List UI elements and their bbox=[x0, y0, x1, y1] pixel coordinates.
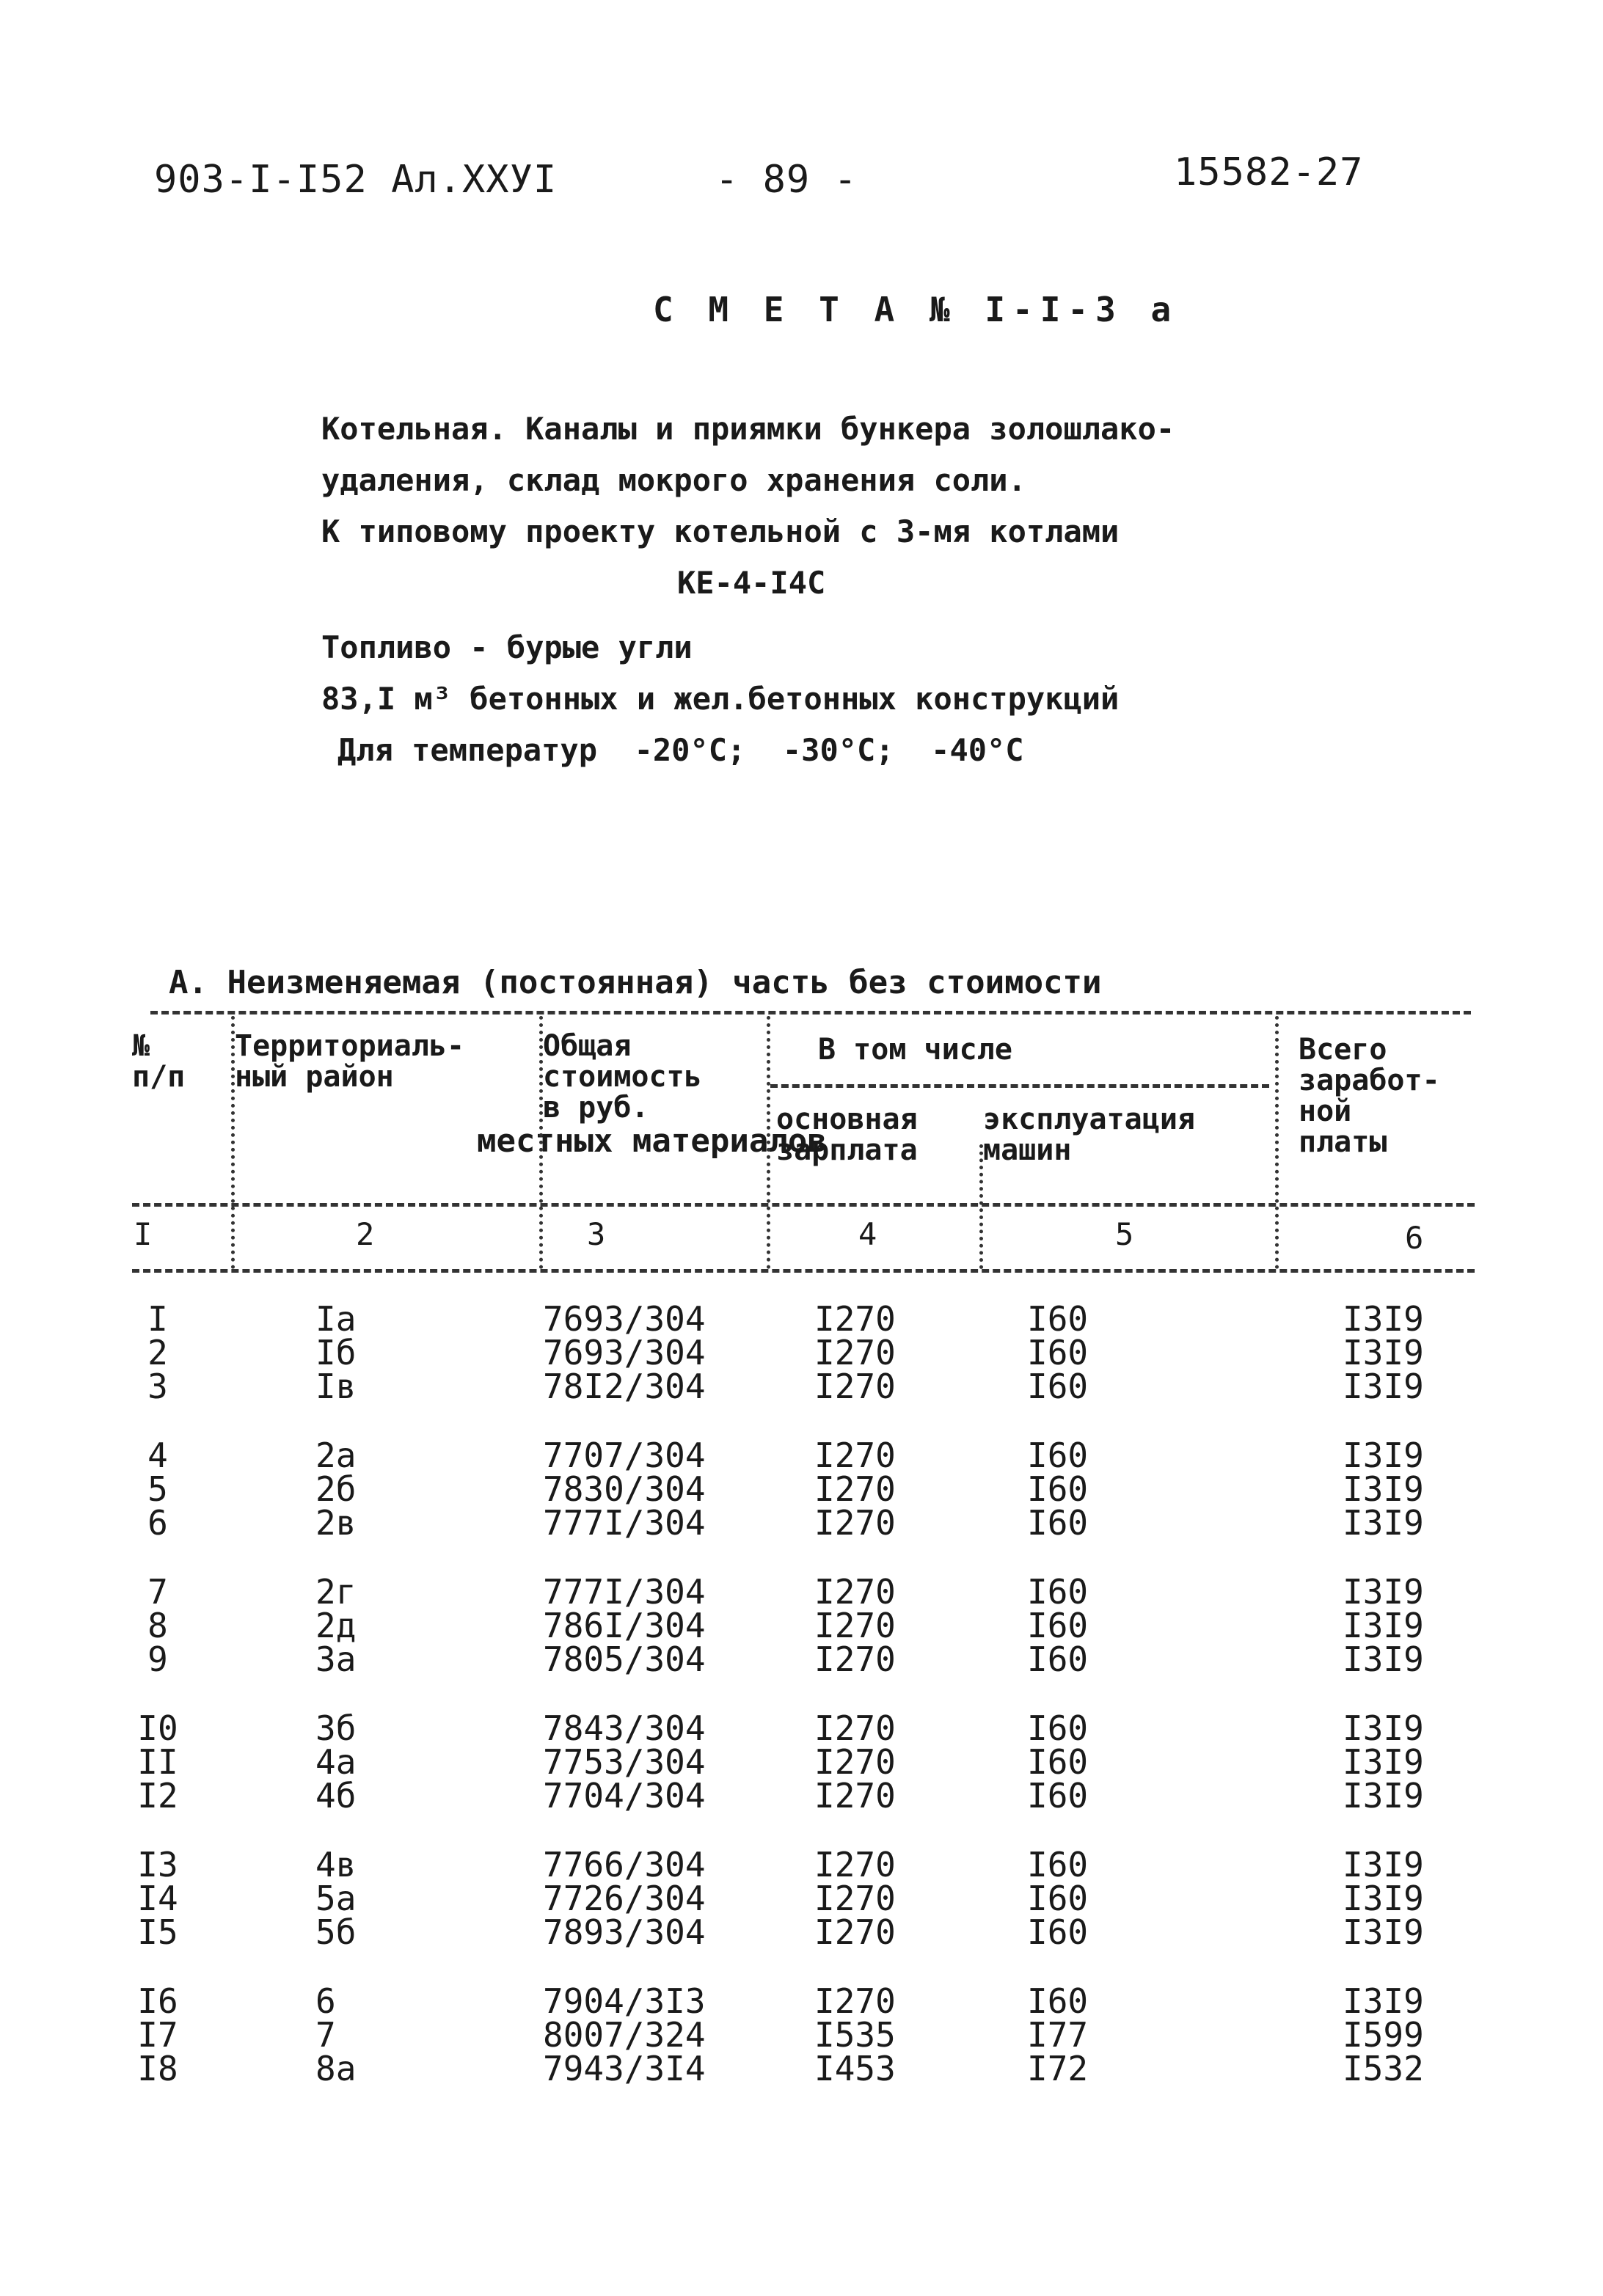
total-wage-cell: I3I9 bbox=[1343, 1639, 1424, 1679]
machine-cost-cell: I60 bbox=[1027, 1708, 1089, 1748]
total-cost-cell: 7904/3I3 bbox=[543, 1981, 706, 2021]
base-wage-cell: I270 bbox=[814, 1572, 896, 1612]
row-number: 7 bbox=[147, 1572, 168, 1612]
table-row bbox=[0, 1639, 1603, 1679]
column-number: I bbox=[134, 1216, 153, 1252]
total-cost-cell: 786I/304 bbox=[543, 1606, 706, 1645]
description-line: 83,I м³ бетонных и жел.бетонных конструкций bbox=[321, 681, 1120, 717]
total-wage-cell: I3I9 bbox=[1343, 1333, 1424, 1372]
base-wage-cell: I270 bbox=[814, 1299, 896, 1339]
header-group-including: В том числе bbox=[818, 1033, 1012, 1067]
description-line: Топливо - бурые угли bbox=[321, 629, 693, 665]
header-bottom-rule bbox=[132, 1203, 1475, 1207]
machine-cost-cell: I60 bbox=[1027, 1606, 1089, 1645]
district-cell: 4б bbox=[315, 1776, 357, 1816]
table-row bbox=[0, 1981, 1603, 2021]
column-number: 5 bbox=[1115, 1216, 1134, 1252]
registration-number: 15582-27 bbox=[1174, 150, 1364, 194]
row-number: 6 bbox=[147, 1503, 168, 1543]
total-cost-cell: 7830/304 bbox=[543, 1469, 706, 1509]
district-cell: 2в bbox=[315, 1503, 357, 1543]
total-wage-cell: I3I9 bbox=[1343, 1367, 1424, 1406]
table-row bbox=[0, 1299, 1603, 1339]
total-wage-cell: I3I9 bbox=[1343, 1742, 1424, 1782]
machine-cost-cell: I60 bbox=[1027, 1912, 1089, 1952]
table-row bbox=[0, 1708, 1603, 1748]
base-wage-cell: I270 bbox=[814, 1708, 896, 1748]
base-wage-cell: I270 bbox=[814, 1912, 896, 1952]
column-number-rule bbox=[132, 1269, 1475, 1273]
column-number: 3 bbox=[587, 1216, 606, 1252]
total-cost-cell: 7943/3I4 bbox=[543, 2049, 706, 2088]
machine-cost-cell: I60 bbox=[1027, 1367, 1089, 1406]
table-row bbox=[0, 2049, 1603, 2088]
district-cell: 8а bbox=[315, 2049, 357, 2088]
row-number: 8 bbox=[147, 1606, 168, 1645]
machine-cost-cell: I60 bbox=[1027, 1879, 1089, 1918]
header-total-wage: Всего заработ- ной платы bbox=[1299, 1033, 1440, 1159]
table-top-rule bbox=[150, 1011, 1471, 1014]
row-number: 5 bbox=[147, 1469, 168, 1509]
row-number: 3 bbox=[147, 1367, 168, 1406]
table-row bbox=[0, 1742, 1603, 1782]
total-cost-cell: 7704/304 bbox=[543, 1776, 706, 1816]
machine-cost-cell: I60 bbox=[1027, 1981, 1089, 2021]
base-wage-cell: I535 bbox=[814, 2015, 896, 2055]
estimate-description bbox=[321, 403, 1175, 776]
description-line: К типовому проекту котельной с 3-мя котлами bbox=[321, 513, 1120, 549]
column-number: 2 bbox=[356, 1216, 375, 1252]
row-number: I8 bbox=[137, 2049, 178, 2088]
district-cell: Iа bbox=[315, 1299, 357, 1339]
base-wage-cell: I270 bbox=[814, 1606, 896, 1645]
total-wage-cell: I3I9 bbox=[1343, 1606, 1424, 1645]
row-number: 2 bbox=[147, 1333, 168, 1372]
total-wage-cell: I3I9 bbox=[1343, 1845, 1424, 1884]
district-cell: 2а bbox=[315, 1436, 357, 1475]
total-cost-cell: 7753/304 bbox=[543, 1742, 706, 1782]
table-row bbox=[0, 1606, 1603, 1645]
total-wage-cell: I3I9 bbox=[1343, 1503, 1424, 1543]
machine-cost-cell: I77 bbox=[1027, 2015, 1089, 2055]
base-wage-cell: I270 bbox=[814, 1981, 896, 2021]
description-line: Котельная. Каналы и приямки бункера золошлако- bbox=[321, 411, 1175, 447]
row-number: I bbox=[147, 1299, 168, 1339]
base-wage-cell: I270 bbox=[814, 1367, 896, 1406]
total-cost-cell: 7766/304 bbox=[543, 1845, 706, 1884]
total-wage-cell: I3I9 bbox=[1343, 1981, 1424, 2021]
table-row bbox=[0, 1776, 1603, 1816]
document-title: С М Е Т А № I-I-3 а bbox=[653, 290, 1179, 329]
machine-cost-cell: I60 bbox=[1027, 1742, 1089, 1782]
total-cost-cell: 777I/304 bbox=[543, 1503, 706, 1543]
column-separator bbox=[767, 1016, 770, 1269]
table-row bbox=[0, 1912, 1603, 1952]
total-cost-cell: 7893/304 bbox=[543, 1912, 706, 1952]
total-wage-cell: I3I9 bbox=[1343, 1572, 1424, 1612]
group-header-rule bbox=[770, 1084, 1269, 1088]
machine-cost-cell: I60 bbox=[1027, 1572, 1089, 1612]
table-row bbox=[0, 1436, 1603, 1475]
column-separator bbox=[1275, 1016, 1279, 1269]
total-wage-cell: I3I9 bbox=[1343, 1299, 1424, 1339]
header-number: № п/п bbox=[132, 1029, 186, 1094]
table-row bbox=[0, 1333, 1603, 1372]
row-number: II bbox=[137, 1742, 178, 1782]
row-number: I4 bbox=[137, 1879, 178, 1918]
district-cell: 3а bbox=[315, 1639, 357, 1679]
total-cost-cell: 7707/304 bbox=[543, 1436, 706, 1475]
base-wage-cell: I270 bbox=[814, 1436, 896, 1475]
total-cost-cell: 7693/304 bbox=[543, 1333, 706, 1372]
page-number: - 89 - bbox=[715, 158, 858, 202]
base-wage-cell: I270 bbox=[814, 1503, 896, 1543]
total-wage-cell: I3I9 bbox=[1343, 1879, 1424, 1918]
total-wage-cell: I3I9 bbox=[1343, 1469, 1424, 1509]
total-wage-cell: I599 bbox=[1343, 2015, 1424, 2055]
row-number: I3 bbox=[137, 1845, 178, 1884]
machine-cost-cell: I60 bbox=[1027, 1436, 1089, 1475]
base-wage-cell: I270 bbox=[814, 1333, 896, 1372]
section-line: местных материалов bbox=[477, 1122, 827, 1160]
row-number: I0 bbox=[137, 1708, 178, 1748]
total-wage-cell: I3I9 bbox=[1343, 1708, 1424, 1748]
district-cell: 2б bbox=[315, 1469, 357, 1509]
total-wage-cell: I532 bbox=[1343, 2049, 1424, 2088]
machine-cost-cell: I60 bbox=[1027, 1639, 1089, 1679]
machine-cost-cell: I60 bbox=[1027, 1333, 1089, 1372]
section-line: А. Неизменяемая (постоянная) часть без стоимости bbox=[169, 964, 1102, 1001]
district-cell: Iв bbox=[315, 1367, 357, 1406]
district-cell: 2д bbox=[315, 1606, 357, 1645]
table-row bbox=[0, 1367, 1603, 1406]
total-wage-cell: I3I9 bbox=[1343, 1776, 1424, 1816]
header-district: Территориаль- ный район bbox=[235, 1029, 465, 1094]
total-cost-cell: 7805/304 bbox=[543, 1639, 706, 1679]
column-number: 6 bbox=[1405, 1220, 1424, 1256]
row-number: 9 bbox=[147, 1639, 168, 1679]
row-number: I2 bbox=[137, 1776, 178, 1816]
total-wage-cell: I3I9 bbox=[1343, 1436, 1424, 1475]
district-cell: 4в bbox=[315, 1845, 357, 1884]
header-total-cost: Общая стоимость в руб. bbox=[543, 1029, 702, 1125]
row-number: I5 bbox=[137, 1912, 178, 1952]
base-wage-cell: I270 bbox=[814, 1845, 896, 1884]
table-row bbox=[0, 1503, 1603, 1543]
total-cost-cell: 7693/304 bbox=[543, 1299, 706, 1339]
machine-cost-cell: I72 bbox=[1027, 2049, 1089, 2088]
total-cost-cell: 777I/304 bbox=[543, 1572, 706, 1612]
district-cell: 4а bbox=[315, 1742, 357, 1782]
district-cell: 3б bbox=[315, 1708, 357, 1748]
base-wage-cell: I270 bbox=[814, 1639, 896, 1679]
row-number: I6 bbox=[137, 1981, 178, 2021]
header-machine-operation: эксплуатация машин bbox=[983, 1103, 1195, 1167]
table-row bbox=[0, 1845, 1603, 1884]
total-cost-cell: 7843/304 bbox=[543, 1708, 706, 1748]
machine-cost-cell: I60 bbox=[1027, 1503, 1089, 1543]
total-wage-cell: I3I9 bbox=[1343, 1912, 1424, 1952]
total-cost-cell: 8007/324 bbox=[543, 2015, 706, 2055]
machine-cost-cell: I60 bbox=[1027, 1469, 1089, 1509]
district-cell: 7 bbox=[315, 2015, 336, 2055]
total-cost-cell: 7726/304 bbox=[543, 1879, 706, 1918]
table-row bbox=[0, 1879, 1603, 1918]
district-cell: 5б bbox=[315, 1912, 357, 1952]
base-wage-cell: I270 bbox=[814, 1469, 896, 1509]
base-wage-cell: I453 bbox=[814, 2049, 896, 2088]
base-wage-cell: I270 bbox=[814, 1879, 896, 1918]
description-line: КЕ-4-I4С bbox=[677, 565, 826, 601]
table-row bbox=[0, 2015, 1603, 2055]
total-cost-cell: 78I2/304 bbox=[543, 1367, 706, 1406]
row-number: I7 bbox=[137, 2015, 178, 2055]
machine-cost-cell: I60 bbox=[1027, 1299, 1089, 1339]
document-code: 903-I-I52 Ал.XXУI bbox=[154, 158, 558, 202]
base-wage-cell: I270 bbox=[814, 1776, 896, 1816]
base-wage-cell: I270 bbox=[814, 1742, 896, 1782]
description-line: удаления, склад мокрого хранения соли. bbox=[321, 462, 1026, 498]
column-number: 4 bbox=[858, 1216, 877, 1252]
table-row bbox=[0, 1469, 1603, 1509]
district-cell: 2г bbox=[315, 1572, 357, 1612]
machine-cost-cell: I60 bbox=[1027, 1845, 1089, 1884]
district-cell: 5а bbox=[315, 1879, 357, 1918]
row-number: 4 bbox=[147, 1436, 168, 1475]
machine-cost-cell: I60 bbox=[1027, 1776, 1089, 1816]
header-base-wage: основная зарплата bbox=[776, 1103, 918, 1167]
table-row bbox=[0, 1572, 1603, 1612]
district-cell: 6 bbox=[315, 1981, 336, 2021]
description-line: Для температур -20°С; -30°С; -40°С bbox=[337, 732, 1024, 768]
district-cell: Iб bbox=[315, 1333, 357, 1372]
